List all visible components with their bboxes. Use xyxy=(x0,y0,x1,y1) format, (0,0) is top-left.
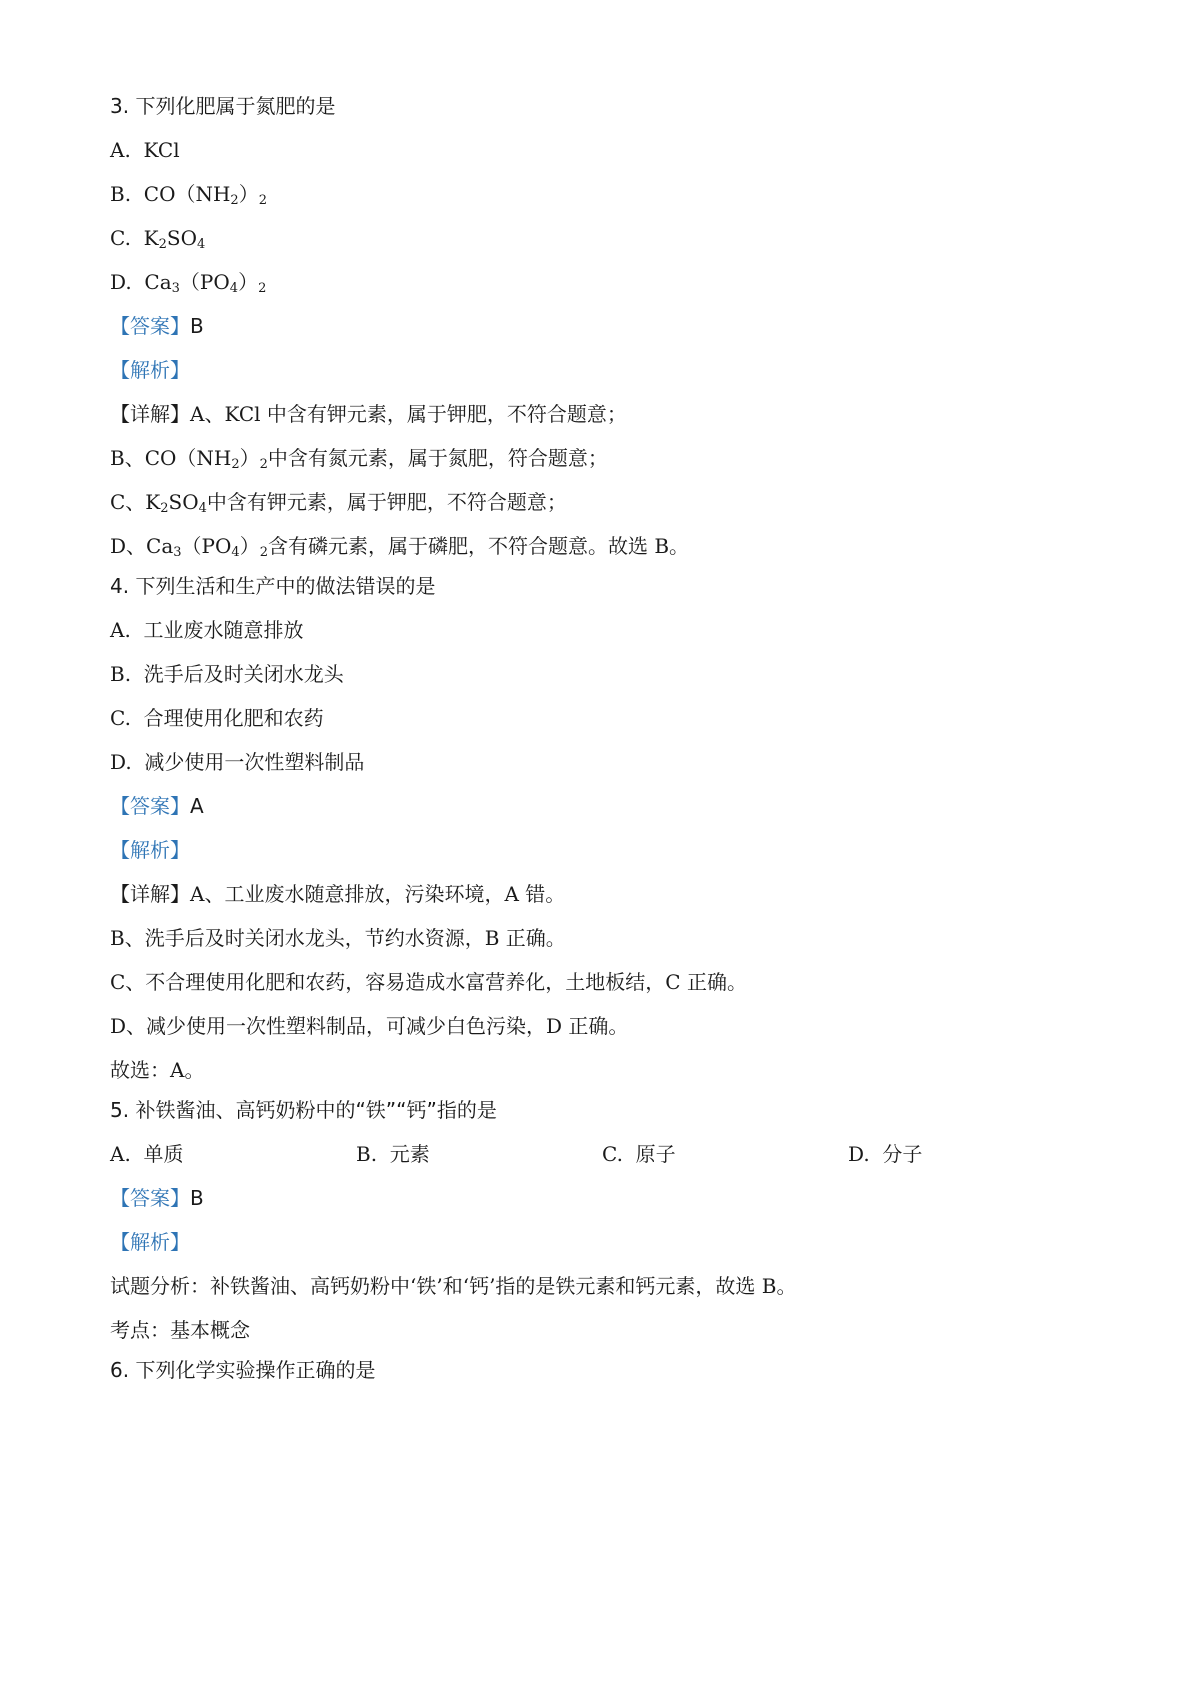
question-5-answer xyxy=(110,1184,204,1212)
question-3-answer xyxy=(110,312,204,340)
formula-part: （PO xyxy=(179,270,230,294)
option-label: B. xyxy=(110,182,132,206)
analysis-tag: 【解析】 xyxy=(110,838,190,862)
answer-tag: 【答案】 xyxy=(110,794,190,818)
question-4-option-d xyxy=(110,748,364,776)
subscript: 3 xyxy=(171,281,180,296)
option-text: 合理使用化肥和农药 xyxy=(143,706,324,730)
option-label: A. xyxy=(110,1142,131,1166)
question-6-stem xyxy=(110,1356,375,1384)
detail-text: 中含有氮元素，属于氮肥，符合题意； xyxy=(267,446,608,470)
answer-value: B xyxy=(190,314,204,338)
formula-part: SO xyxy=(166,226,198,250)
question-4-detail-line-2 xyxy=(110,924,566,952)
question-4-detail-line-5 xyxy=(110,1056,204,1084)
detail-text: ） xyxy=(239,446,260,470)
detail-text: D、减少使用一次性塑料制品，可减少白色污染，D 正确。 xyxy=(110,1014,629,1038)
question-5-stem xyxy=(110,1096,497,1124)
option-text: 分子 xyxy=(882,1142,923,1166)
analysis-tag: 【解析】 xyxy=(110,1230,190,1254)
option-label: C. xyxy=(110,706,131,730)
subscript: 3 xyxy=(173,545,182,560)
subscript: 2 xyxy=(259,545,268,560)
option-text: KCl xyxy=(143,138,180,162)
detail-text: C、不合理使用化肥和农药，容易造成水富营养化，土地板结，C 正确。 xyxy=(110,970,747,994)
formula-part: ） xyxy=(238,270,259,294)
subscript: 2 xyxy=(158,237,167,252)
question-5-option-c xyxy=(602,1140,676,1168)
question-4-detail-line-3 xyxy=(110,968,747,996)
subscript: 2 xyxy=(258,193,267,208)
answer-tag: 【答案】 xyxy=(110,1186,190,1210)
question-5-point xyxy=(110,1316,250,1344)
question-5-analysis-heading xyxy=(110,1228,190,1256)
question-4-detail-line-4 xyxy=(110,1012,628,1040)
question-3-detail-line-4 xyxy=(110,532,689,560)
subscript: 4 xyxy=(229,281,239,296)
question-3-detail-line-1 xyxy=(110,400,627,428)
question-5-option-a xyxy=(110,1140,184,1168)
question-5-option-b xyxy=(356,1140,430,1168)
formula-part: K xyxy=(143,226,159,250)
question-3-analysis-heading xyxy=(110,356,190,384)
option-label: A. xyxy=(110,618,131,642)
option-text: 单质 xyxy=(143,1142,184,1166)
subscript: 4 xyxy=(231,545,240,560)
answer-value: B xyxy=(190,1186,204,1210)
option-label: B. xyxy=(356,1142,378,1166)
subscript: 2 xyxy=(259,457,268,472)
question-4-analysis-heading xyxy=(110,836,190,864)
detail-text: ） xyxy=(239,534,260,558)
option-text: 原子 xyxy=(635,1142,676,1166)
question-4-detail-line-1 xyxy=(110,880,565,908)
question-6-stem-text: 6. 下列化学实验操作正确的是 xyxy=(110,1358,376,1382)
question-3-stem xyxy=(110,92,335,120)
question-4-stem xyxy=(110,572,435,600)
question-3-detail-line-3 xyxy=(110,488,567,516)
detail-text: SO xyxy=(168,490,199,514)
answer-tag: 【答案】 xyxy=(110,314,190,338)
analysis-text: 试题分析：补铁酱油、高钙奶粉中‘铁’和‘钙’指的是铁元素和钙元素，故选 B。 xyxy=(110,1274,797,1298)
option-text: 元素 xyxy=(389,1142,430,1166)
question-4-answer xyxy=(110,792,204,820)
question-3-option-c xyxy=(110,224,205,252)
question-3-detail-line-2 xyxy=(110,444,608,472)
question-3-option-a xyxy=(110,136,180,164)
detail-text: B、洗手后及时关闭水龙头，节约水资源，B 正确。 xyxy=(110,926,566,950)
option-label: D. xyxy=(848,1142,870,1166)
subscript: 2 xyxy=(258,281,267,296)
option-label: C. xyxy=(602,1142,623,1166)
subscript: 4 xyxy=(197,237,206,252)
question-4-option-a xyxy=(110,616,304,644)
point-text: 考点：基本概念 xyxy=(110,1318,250,1342)
option-text: 工业废水随意排放 xyxy=(143,618,304,642)
subscript: 2 xyxy=(230,193,239,208)
detail-text: B、CO（NH xyxy=(110,446,232,470)
question-5-option-d xyxy=(848,1140,922,1168)
detail-text: 含有磷元素，属于磷肥，不符合题意。故选 B。 xyxy=(267,534,690,558)
question-4-option-b xyxy=(110,660,344,688)
detail-text: （PO xyxy=(181,534,232,558)
question-5-options-row xyxy=(110,1140,1070,1168)
formula-part: CO（NH xyxy=(143,182,231,206)
detail-text: 【详解】A、KCl 中含有钾元素，属于钾肥，不符合题意； xyxy=(110,402,627,426)
option-text: 减少使用一次性塑料制品 xyxy=(144,750,365,774)
subscript: 4 xyxy=(198,501,207,516)
analysis-tag: 【解析】 xyxy=(110,358,190,382)
formula-part: Ca xyxy=(144,270,172,294)
answer-value: A xyxy=(190,794,204,818)
option-text: 洗手后及时关闭水龙头 xyxy=(143,662,344,686)
option-label: C. xyxy=(110,226,131,250)
question-3-option-b xyxy=(110,180,267,208)
option-label: A. xyxy=(110,138,131,162)
question-3-option-d xyxy=(110,268,266,296)
subscript: 2 xyxy=(231,457,240,472)
option-label: B. xyxy=(110,662,132,686)
question-4-option-c xyxy=(110,704,324,732)
option-label: D. xyxy=(110,270,132,294)
detail-text: 故选：A。 xyxy=(110,1058,205,1082)
detail-text: 【详解】A、工业废水随意排放，污染环境，A 错。 xyxy=(110,882,566,906)
formula-part: ） xyxy=(238,182,259,206)
question-5-stem-text: 5. 补铁酱油、高钙奶粉中的“铁”“钙”指的是 xyxy=(110,1098,497,1122)
option-label: D. xyxy=(110,750,132,774)
detail-text: C、K xyxy=(110,490,161,514)
subscript: 2 xyxy=(160,501,169,516)
detail-text: D、Ca xyxy=(110,534,174,558)
question-4-stem-text: 4. 下列生活和生产中的做法错误的是 xyxy=(110,574,436,598)
detail-text: 中含有钾元素，属于钾肥，不符合题意； xyxy=(206,490,567,514)
question-3-stem-text: 3. 下列化肥属于氮肥的是 xyxy=(110,94,336,118)
question-5-analysis xyxy=(110,1272,796,1300)
